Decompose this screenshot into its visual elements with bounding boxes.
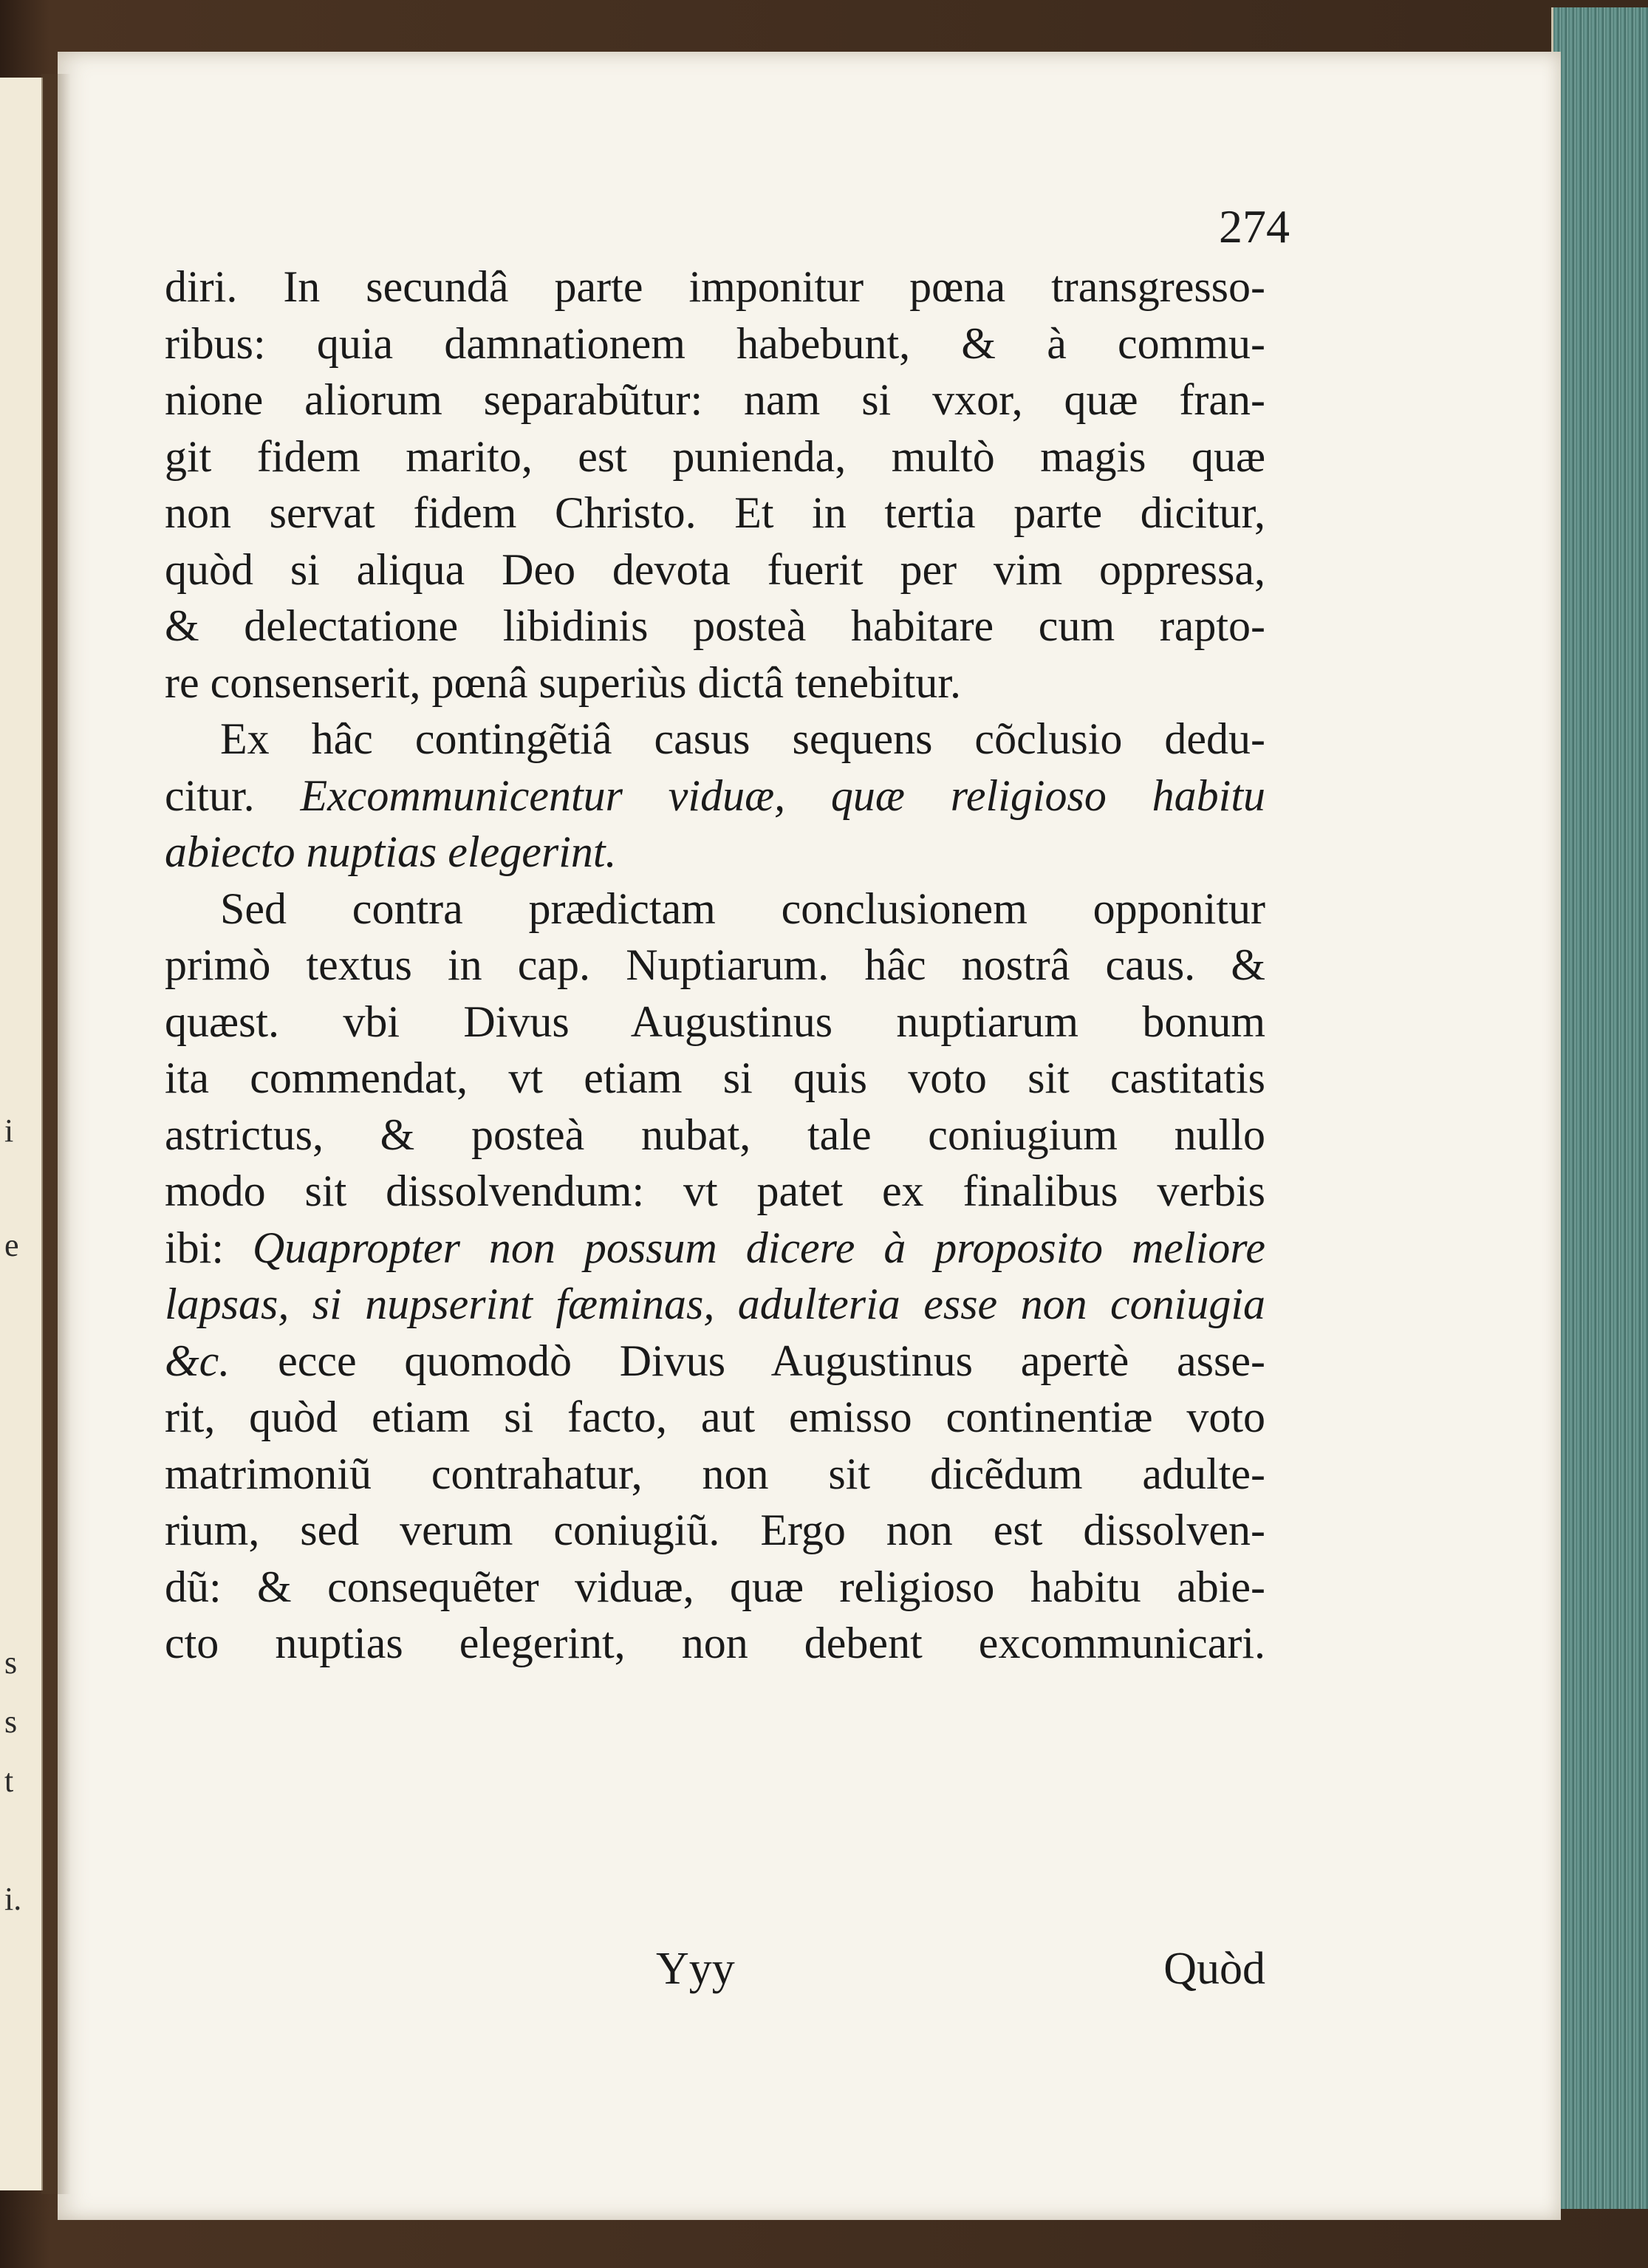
text-line bbox=[165, 655, 1265, 711]
text-line bbox=[165, 768, 1265, 824]
roman-text: & delectatione libidinis posteà habitare cum rapto- bbox=[165, 601, 1265, 650]
text-line bbox=[165, 259, 1265, 315]
text-line bbox=[165, 1220, 1265, 1277]
text-line bbox=[165, 1276, 1265, 1333]
page-edges bbox=[1551, 7, 1648, 2209]
left-fragment: t bbox=[4, 1763, 14, 1799]
roman-text: ita commendat, vt etiam si quis voto sit castitatis bbox=[165, 1053, 1265, 1102]
text-line bbox=[165, 1050, 1265, 1107]
text-line bbox=[165, 1502, 1265, 1559]
text-line bbox=[165, 881, 1265, 937]
roman-text: cto nuptias elegerint, non debent excommunicari. bbox=[165, 1619, 1265, 1667]
left-fragment: i. bbox=[4, 1881, 22, 1917]
roman-text: quòd si aliqua Deo devota fuerit per vim oppressa, bbox=[165, 544, 1265, 594]
text-line bbox=[165, 1615, 1265, 1672]
roman-text: git fidem marito, est punienda, multò magis quæ bbox=[165, 431, 1265, 481]
catchword: Quòd bbox=[1163, 1944, 1265, 1994]
text-line bbox=[165, 1107, 1265, 1164]
text-line bbox=[165, 1559, 1265, 1616]
left-fragment: i bbox=[4, 1113, 14, 1149]
roman-text: Ex hâc contingẽtiâ casus sequens cõclusio dedu- bbox=[220, 714, 1265, 763]
roman-text: astrictus, & posteà nubat, tale coniugium nullo bbox=[165, 1110, 1265, 1159]
text-line bbox=[165, 1446, 1265, 1503]
book-page bbox=[58, 52, 1561, 2220]
text-line bbox=[165, 824, 1265, 881]
roman-text: diri. In secundâ parte imponitur pœna transgresso- bbox=[165, 262, 1265, 311]
text-line bbox=[165, 542, 1265, 598]
text-line bbox=[165, 711, 1265, 768]
left-fragment: s bbox=[4, 1644, 18, 1681]
page-number: 274 bbox=[1219, 200, 1290, 253]
text-line bbox=[165, 485, 1265, 542]
roman-text: re consenserit, pœnâ superiùs dictâ tenebitur. bbox=[165, 657, 962, 707]
italic-text: &c. bbox=[165, 1336, 230, 1385]
roman-text: matrimoniũ contrahatur, non sit dicẽdum adulte- bbox=[165, 1449, 1265, 1498]
italic-text: Quapropter non possum dicere à proposito meliore bbox=[252, 1223, 1265, 1272]
italic-text: lapsas, si nupserint fæminas, adulteria esse non coniugia bbox=[165, 1280, 1265, 1328]
text-line bbox=[165, 1389, 1265, 1446]
text-line bbox=[165, 1333, 1265, 1390]
left-page-text-fragments bbox=[4, 78, 34, 2190]
roman-text: rit, quòd etiam si facto, aut emisso continentiæ voto bbox=[165, 1393, 1265, 1441]
roman-text: citur. bbox=[165, 771, 301, 820]
text-line bbox=[165, 937, 1265, 994]
roman-text: rium, sed verum coniugiũ. Ergo non est dissolven- bbox=[165, 1506, 1265, 1554]
signature-mark: Yyy bbox=[656, 1944, 735, 1994]
italic-text: Excommunicentur viduæ, quæ religioso habitu bbox=[300, 771, 1265, 820]
body-text bbox=[165, 259, 1265, 1672]
text-line bbox=[165, 598, 1265, 655]
text-line bbox=[165, 315, 1265, 372]
left-fragment: e bbox=[4, 1227, 19, 1263]
roman-text: non servat fidem Christo. Et in tertia parte dicitur, bbox=[165, 488, 1265, 537]
page-footer bbox=[165, 1943, 1265, 2002]
roman-text: quæst. vbi Divus Augustinus nuptiarum bonum bbox=[165, 997, 1265, 1046]
left-fragment: s bbox=[4, 1704, 18, 1740]
roman-text: ecce quomodò Divus Augustinus apertè asse- bbox=[230, 1336, 1265, 1385]
left-facing-page bbox=[0, 78, 43, 2190]
text-line bbox=[165, 994, 1265, 1051]
gutter-shadow bbox=[41, 74, 71, 2194]
italic-text: abiecto nuptias elegerint. bbox=[165, 827, 617, 876]
roman-text: ribus: quia damnationem habebunt, & à commu- bbox=[165, 318, 1265, 368]
roman-text: dũ: & consequẽter viduæ, quæ religioso habitu abie- bbox=[165, 1562, 1265, 1611]
roman-text: ibi: bbox=[165, 1223, 253, 1272]
roman-text: primò textus in cap. Nuptiarum. hâc nostrâ caus. & bbox=[165, 940, 1265, 989]
text-line bbox=[165, 1163, 1265, 1220]
roman-text: modo sit dissolvendum: vt patet ex finalibus verbis bbox=[165, 1167, 1265, 1215]
text-line bbox=[165, 372, 1265, 428]
roman-text: Sed contra prædictam conclusionem opponitur bbox=[220, 884, 1265, 933]
text-line bbox=[165, 428, 1265, 485]
roman-text: nione aliorum separabũtur: nam si vxor, quæ fran- bbox=[165, 375, 1265, 424]
